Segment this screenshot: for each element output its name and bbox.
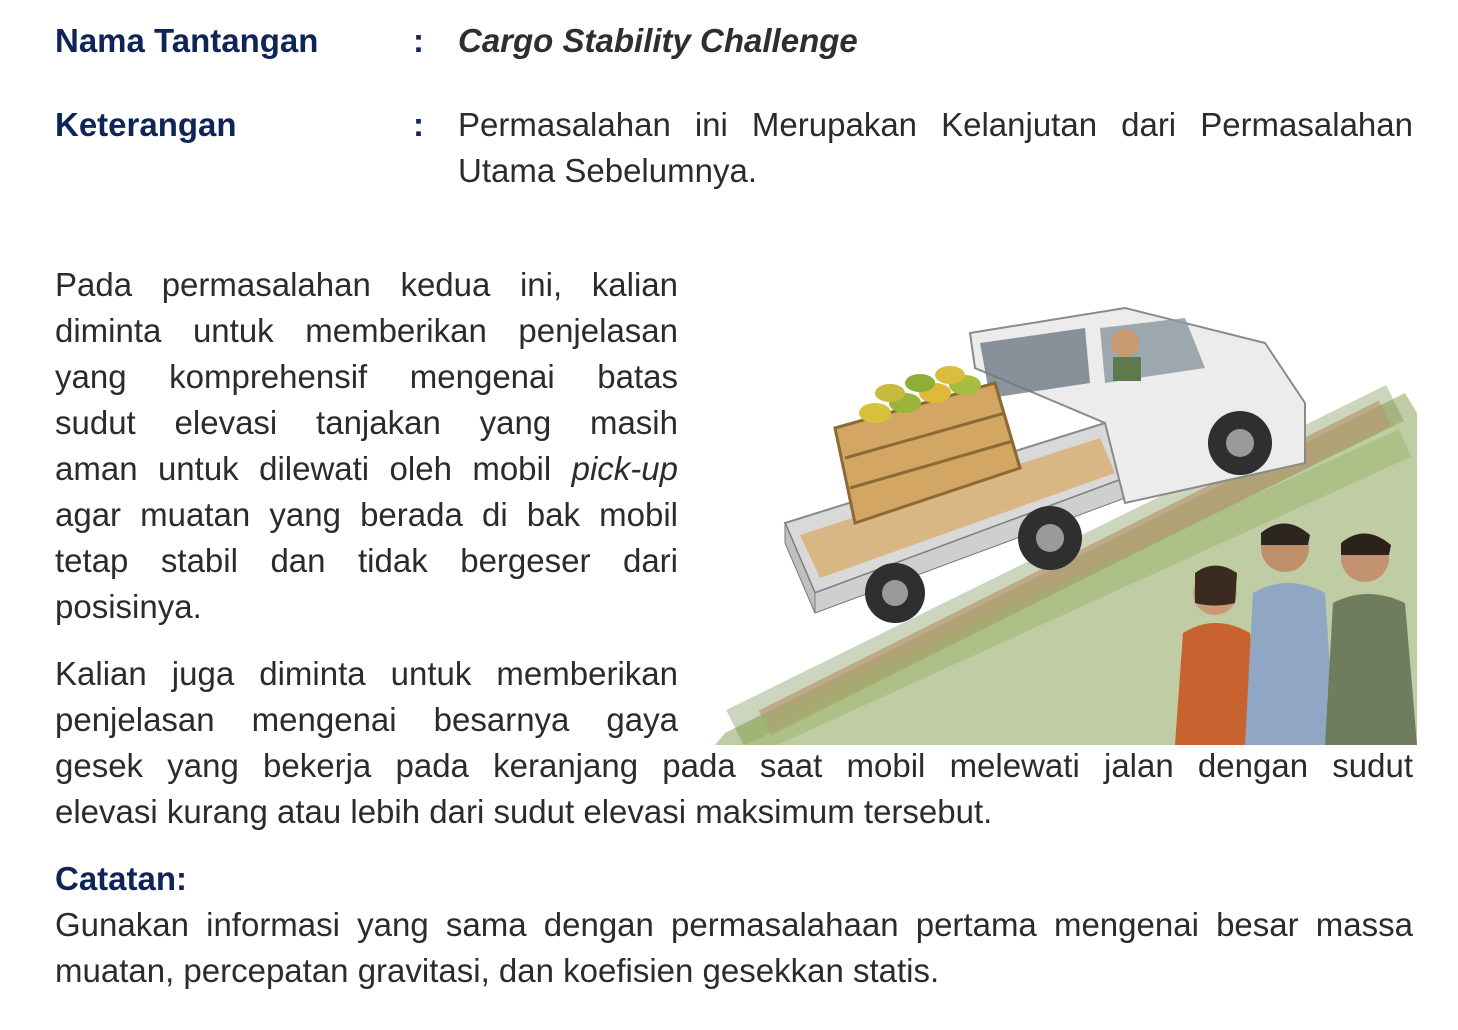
paragraph-line: posisinya.: [55, 588, 202, 625]
paragraph-line: sudut elevasi tanjakan yang masih: [55, 404, 678, 441]
paragraph-line: elevasi kurang atau lebih dari sudut elevasi maksimum tersebut.: [55, 793, 993, 830]
paragraph-2-top: [55, 651, 678, 743]
description-colon: :: [413, 106, 424, 143]
description-value: Permasalahan ini Merupakan Kelanjutan dari Permasalahan Utama Sebelumnya.: [458, 106, 1413, 189]
paragraph-2-bottom: [55, 743, 1413, 835]
paragraph-line: penjelasan mengenai besarnya gaya: [55, 701, 678, 738]
challenge-name-row: [55, 18, 1413, 64]
description-row: [55, 102, 1413, 194]
paragraph-line-with-italic: [55, 446, 678, 492]
paragraph-line: tetap stabil dan tidak bergeser dari: [55, 542, 678, 579]
description-label: Keterangan: [55, 106, 237, 143]
pickup-truck-on-slope-illustration: [705, 273, 1417, 745]
paragraph-line: Kalian juga diminta untuk memberikan: [55, 655, 678, 692]
challenge-name-value: Cargo Stability Challenge: [458, 22, 858, 59]
paragraph-text: aman untuk dilewati oleh mobil: [55, 450, 572, 487]
paragraph-line: diminta untuk memberikan penjelasan: [55, 312, 678, 349]
paragraph-1: [55, 262, 678, 630]
note-text: Gunakan informasi yang sama dengan permasalahaan pertama mengenai besar massa muatan, percepatan gravitasi, dan koefisien gesekkan statis.: [55, 906, 1413, 989]
italic-term: pick-up: [571, 450, 678, 487]
note-heading: Catatan:: [55, 860, 188, 897]
paragraph-line: Pada permasalahan kedua ini, kalian: [55, 266, 678, 303]
paragraph-line: agar muatan yang berada di bak mobil: [55, 496, 678, 533]
paragraph-line: gesek yang bekerja pada keranjang pada saat mobil melewati jalan dengan sudut: [55, 747, 1413, 784]
challenge-name-label: Nama Tantangan: [55, 22, 319, 59]
paragraph-line: yang komprehensif mengenai batas: [55, 358, 678, 395]
challenge-name-colon: :: [413, 22, 424, 59]
